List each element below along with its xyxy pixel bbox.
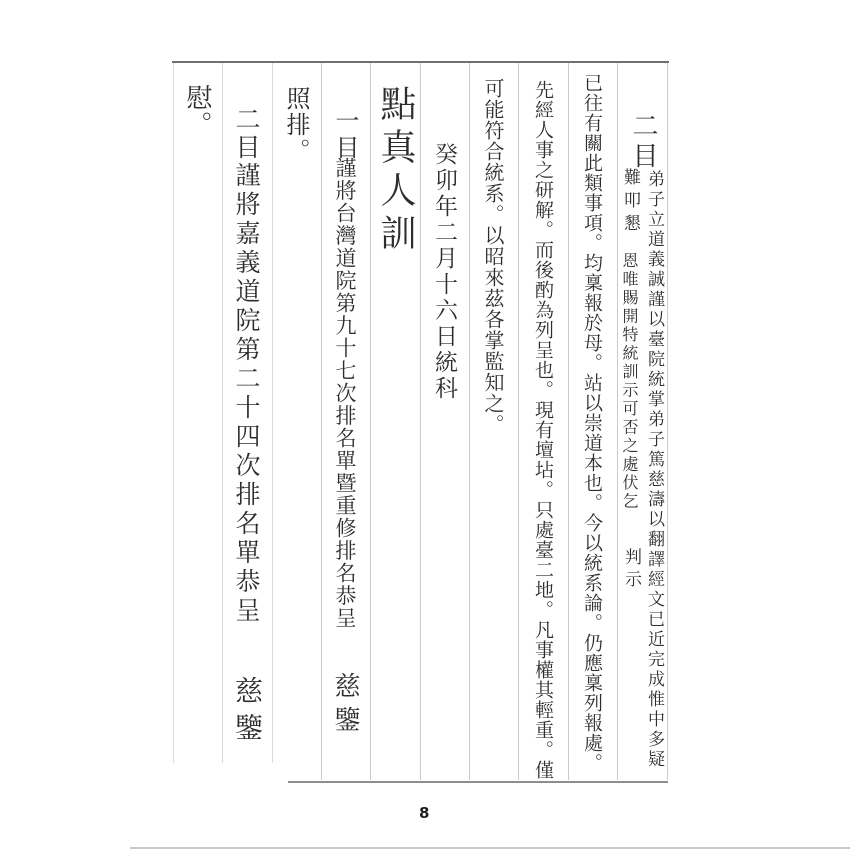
training-title: 點真人訓 (375, 85, 416, 257)
item-two-label: 二目 (232, 106, 261, 162)
column-rule (370, 63, 371, 780)
petition-main-subcolumn: 弟子立道義誠謹以臺院統掌弟子篤慈濤以翻譯經文已近完成惟中多疑 (644, 170, 664, 770)
item-two-petition: 謹將嘉義道院第二十四次排名單恭呈 (232, 162, 261, 626)
reply-column-3: 可能符合統系。以昭來茲各掌監知之。 (481, 78, 505, 435)
frame-bottom-border (288, 781, 668, 783)
column-rule (617, 63, 618, 780)
petition-continuation-subcolumn: 難叩懇 (620, 168, 640, 237)
item-one-salutation: 慈鑒 (330, 672, 360, 740)
column-rule (667, 63, 668, 780)
column-rule (222, 63, 223, 763)
column-rule (321, 63, 322, 780)
petition-honorific-plea: 恩唯賜開特統訓示可否之處伏乞 (620, 252, 639, 511)
petition-request-judgment: 判示 (621, 548, 641, 592)
right-item-two-label: 二目 (628, 112, 658, 172)
date-signature-column: 癸卯年二月十六日統科 (431, 142, 457, 402)
column-rule (518, 63, 519, 780)
reply-column-1: 已往有關此類事項。均稟報於母。站以崇道本也。今以統系論。仍應稟列報處。 (581, 73, 603, 773)
column-rule (420, 63, 421, 780)
item-one-petition: 謹將台灣道院第九十七次排名單暨重修排名恭呈 (333, 157, 357, 630)
item-two-salutation: 慈鑒 (231, 676, 264, 750)
column-rule (469, 63, 470, 780)
column-rule (568, 63, 569, 780)
scan-artifact-line (130, 847, 850, 849)
column-rule (173, 63, 174, 763)
item-two-reply: 慰。 (182, 84, 212, 138)
page-number: 8 (419, 804, 430, 822)
item-one-label: 一目 (331, 108, 359, 162)
item-one-reply: 照排。 (282, 86, 310, 164)
reply-column-2: 先經人事之研解。而後酌為列呈也。現有壇坫。只處臺二地。凡事權其輕重。僅 (532, 80, 554, 780)
column-rule (272, 63, 273, 763)
